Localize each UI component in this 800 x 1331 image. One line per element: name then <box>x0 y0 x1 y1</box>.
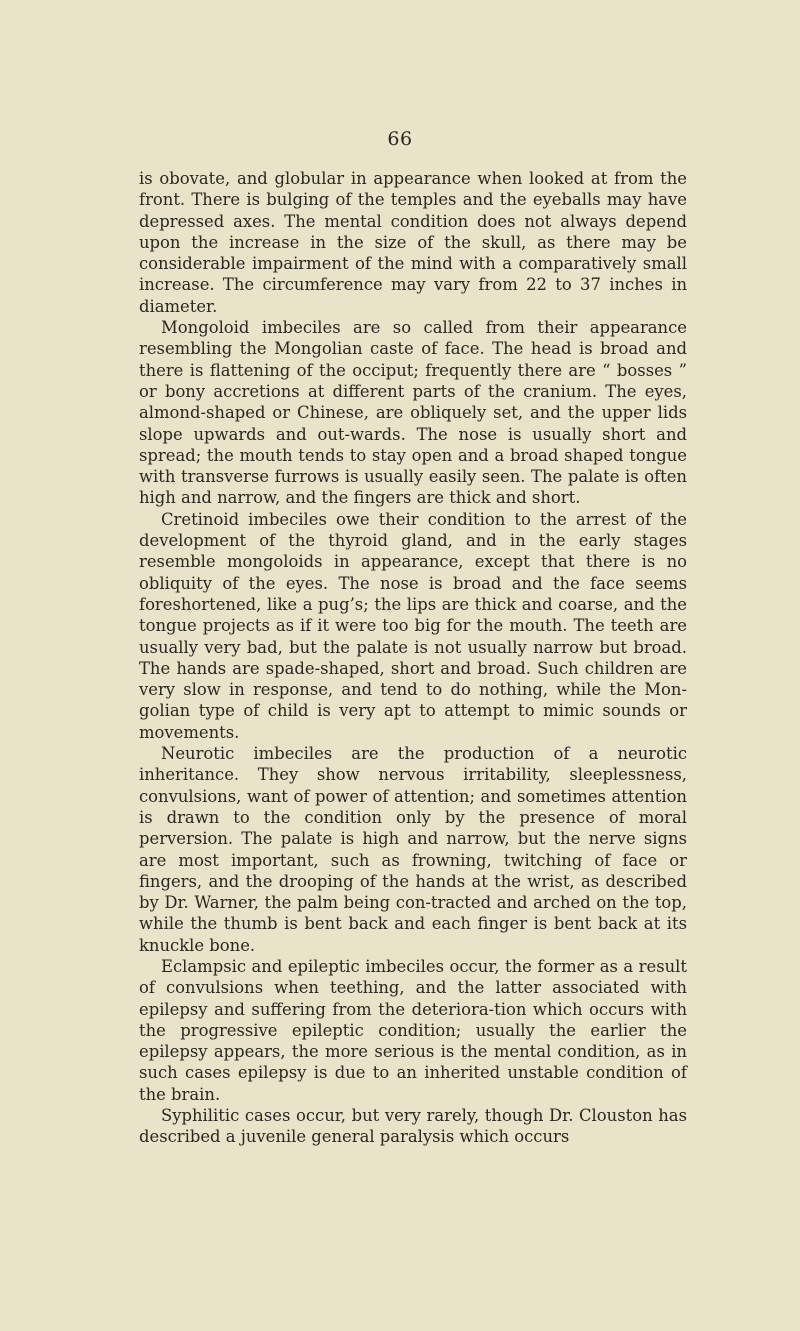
paragraph-cretinoid-imbeciles: Cretinoid imbeciles owe their condition to the arrest of the development of the thyroid gland, and in the early stages resemble mongoloids in appearance, except that there is no obliquity of the eyes. The nose is broad and the face seems foreshortened, like a pug’s; the lips are thick and coarse, and the tongue projects as if it were too big for the mouth. The teeth are usually very bad, but the palate is not usually narrow but broad. The hands are spade-shaped, short and broad. Such children are very slow in response, and tend to do nothing, while the Mon-golian type of child is very apt to attempt to mimic sounds or movements. <box>139 509 687 742</box>
page-number: 66 <box>387 128 413 150</box>
paragraph-mongoloid-imbeciles: Mongoloid imbeciles are so called from their appearance resembling the Mongolian caste of face. The head is broad and there is flattening of the occiput; frequently there are “ bosses ” or bony accretions at different parts of the cranium. The eyes, almond-shaped or Chinese, are obliquely set, and the upper lids slope upwards and out-wards. The nose is usually short and spread; the mouth tends to stay open and a broad shaped tongue with transverse furrows is usually easily seen. The palate is often high and narrow, and the fingers are thick and short. <box>139 318 687 508</box>
paragraph-neurotic-imbeciles: Neurotic imbeciles are the production of a neurotic inheritance. They show nervous irritability, sleeplessness, convulsions, want of power of attention; and sometimes attention is drawn to the condition only by the presence of moral perversion. The palate is high and narrow, but the nerve signs are most important, such as frowning, twitching of face or fingers, and the drooping of the hands at the wrist, as described by Dr. Warner, the palm being con-tracted and arched on the top, while the thumb is bent back and each finger is bent back at its knuckle bone. <box>139 744 687 955</box>
paragraph-eclampsic-epileptic-imbeciles: Eclampsic and epileptic imbeciles occur, the former as a result of convulsions when teething, and the latter associated with epilepsy and suffering from the deteriora-tion which occurs with the progressive epileptic condition; usually the earlier the epilepsy appears, the more serious is the mental condition, as in such cases epilepsy is due to an inherited unstable condition of the brain. <box>139 956 687 1104</box>
body-text <box>139 168 687 1148</box>
paragraph-hydrocephalic-continuation: is obovate, and globular in appearance when looked at from the front. There is bulging of the temples and the eyeballs may have depressed axes. The mental condition does not always depend upon the increase in the size of the skull, as there may be considerable impairment of the mind with a comparatively small increase. The circumference may vary from 22 to 37 inches in diameter. <box>139 169 687 316</box>
paragraph-syphilitic-cases: Syphilitic cases occur, but very rarely, though Dr. Clouston has described a juvenile general paralysis which occurs <box>139 1106 687 1147</box>
